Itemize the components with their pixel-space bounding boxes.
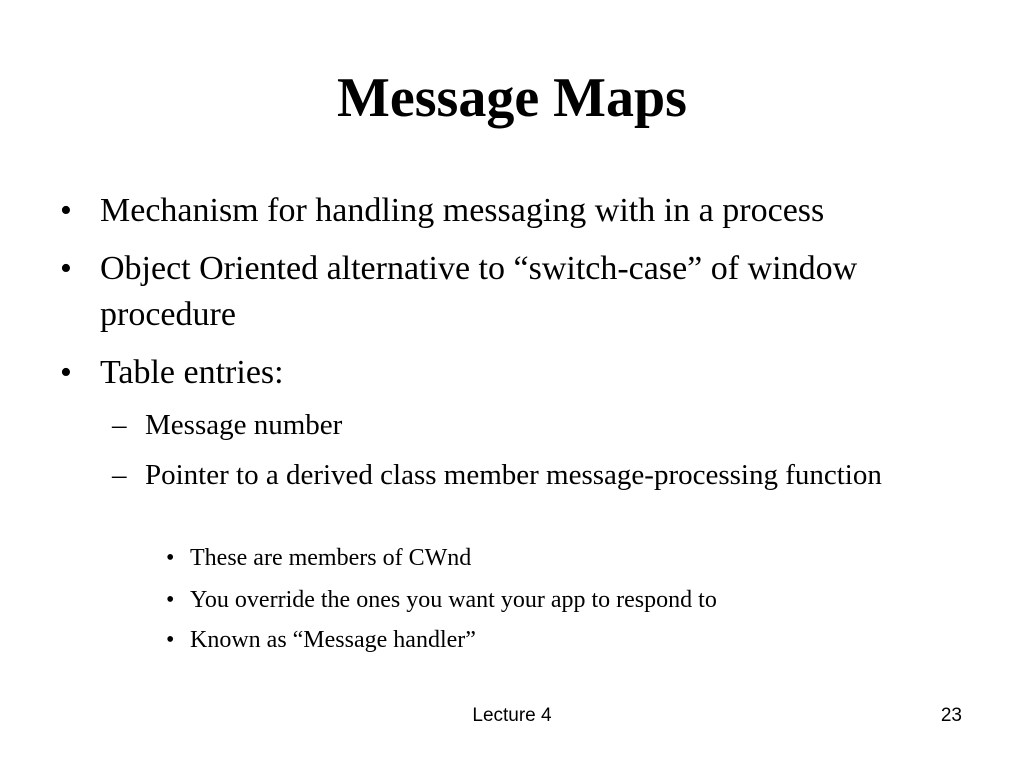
footer-page-number: 23 bbox=[940, 705, 962, 726]
sub-bullet-text: Pointer to a derived class member message-processing function bbox=[145, 459, 882, 491]
dash-glyph: – bbox=[112, 409, 127, 441]
sub-sub-bullet-text: You override the ones you want your app to respond to bbox=[190, 587, 717, 613]
bullet-glyph: • bbox=[60, 250, 72, 287]
footer-lecture-label: Lecture 4 bbox=[472, 705, 552, 726]
sub-bullet-text: Message number bbox=[145, 409, 343, 441]
sub-sub-bullet-text: These are members of CWnd bbox=[190, 545, 472, 571]
sub-sub-bullet-text: Known as “Message handler” bbox=[190, 627, 476, 653]
bullet-glyph: • bbox=[166, 627, 175, 653]
bullet-glyph: • bbox=[166, 545, 175, 571]
slide-title: Message Maps bbox=[337, 67, 687, 129]
bullet-text: Mechanism for handling messaging with in a process bbox=[100, 192, 825, 229]
dash-glyph: – bbox=[112, 459, 127, 491]
bullet-text: Table entries: bbox=[100, 354, 284, 391]
bullet-glyph: • bbox=[166, 587, 175, 613]
bullet-text: Object Oriented alternative to “switch-case” of window procedure bbox=[100, 250, 858, 333]
bullet-glyph: • bbox=[60, 192, 72, 229]
bullet-glyph: • bbox=[60, 354, 72, 391]
